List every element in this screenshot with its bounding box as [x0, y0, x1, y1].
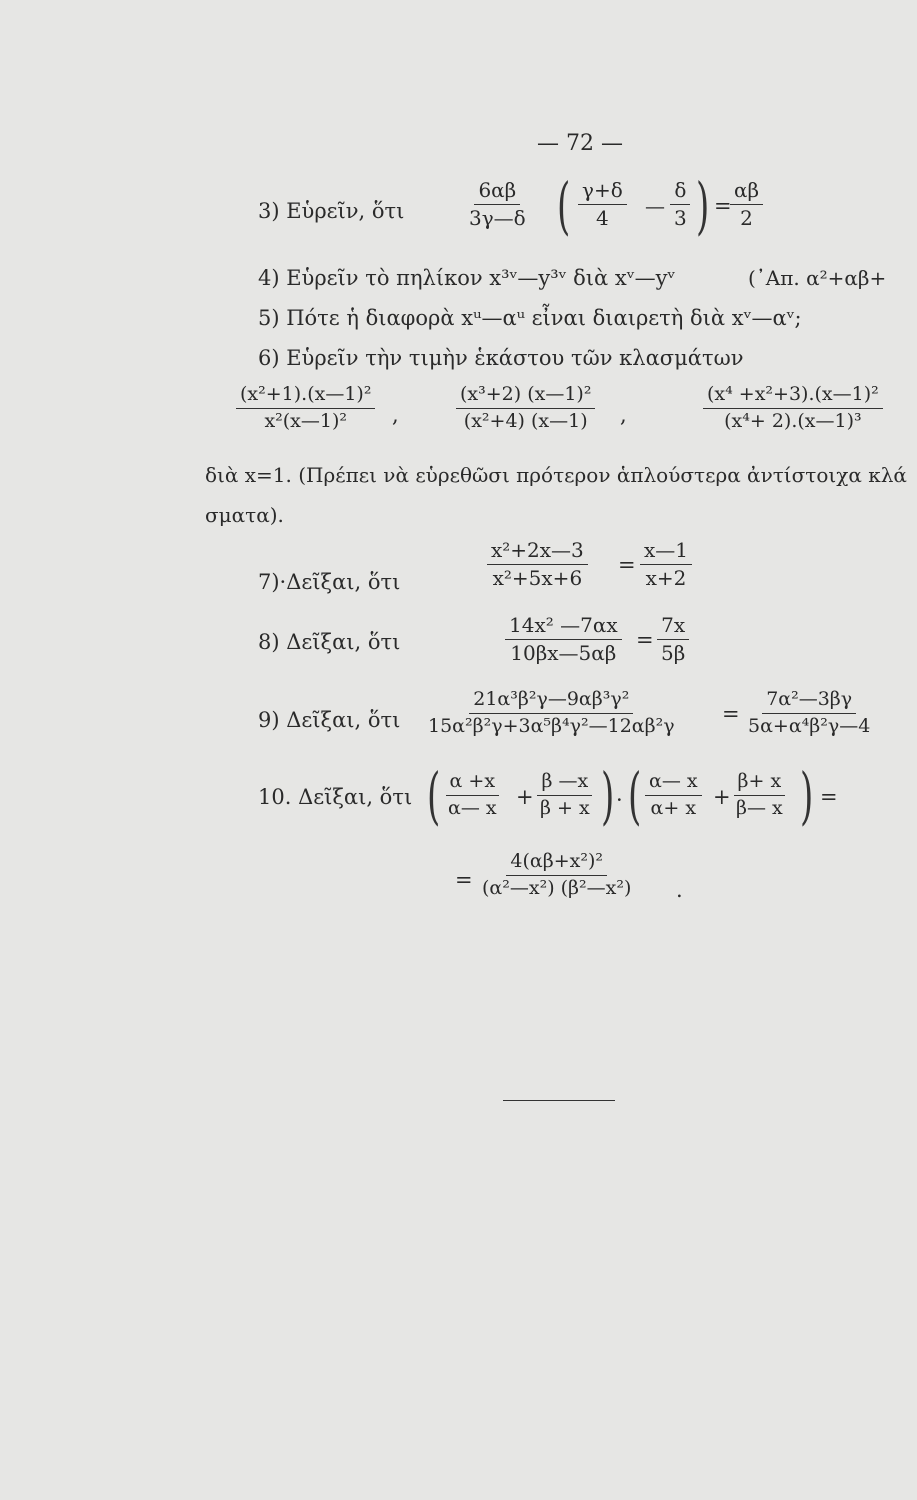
open-paren: (: [427, 759, 441, 832]
fraction-numerator: (x²+1).(x—1)²: [236, 385, 375, 409]
fraction-numerator: 4(αβ+x²)²: [506, 852, 607, 876]
fraction-numerator: β —x: [537, 772, 592, 796]
fraction-denominator: 5α+α⁴β²γ—4: [748, 714, 871, 737]
equals-sign: =: [820, 785, 838, 809]
fraction-denominator: 5β: [661, 641, 686, 665]
fraction-numerator: α +x: [446, 772, 500, 796]
problem-3-fraction-2: [578, 180, 627, 229]
problem-3-label: 3) Εὑρεῖν, ὅτι: [258, 199, 405, 223]
problem-8-label: 8) Δεῖξαι, ὅτι: [258, 630, 401, 654]
close-paren: ): [800, 759, 814, 832]
equals-sign: =: [636, 628, 654, 652]
problem-10-fraction-d: [732, 772, 787, 819]
equals-sign: =: [618, 553, 636, 577]
problem-4-answer: (᾽Απ. α²+αβ+: [748, 266, 887, 290]
fraction-numerator: 7x: [657, 615, 689, 640]
problem-8-lhs: [505, 615, 622, 664]
problem-6-continuation-2: σματα).: [205, 503, 284, 527]
fraction-numerator: β+ x: [734, 772, 786, 796]
fraction-denominator: x²+5x+6: [492, 566, 583, 590]
fraction-numerator: 6αβ: [474, 180, 520, 205]
closing-rule: [503, 1100, 615, 1101]
problem-6-fraction-3: [703, 385, 883, 432]
problem-9-rhs: [744, 690, 874, 737]
problem-3-fraction-3: [670, 180, 691, 229]
fraction-denominator: α— x: [448, 796, 497, 819]
problem-7-rhs: [640, 540, 692, 589]
problem-8-rhs: [657, 615, 689, 664]
problem-7-lhs: [487, 540, 588, 589]
fraction-denominator: β— x: [736, 796, 783, 819]
open-paren: (: [628, 759, 642, 832]
plus-sign: +: [516, 785, 534, 809]
problem-5-text: 5) Πότε ἡ διαφορὰ xᵘ—αᵘ εἶναι διαιρετὴ διὰ xᵛ—αᵛ;: [258, 306, 802, 330]
fraction-denominator: x+2: [645, 566, 687, 590]
fraction-numerator: (x⁴ +x²+3).(x—1)²: [703, 385, 883, 409]
problem-9-lhs: [424, 690, 679, 737]
fraction-denominator: (x²+4) (x—1): [463, 409, 588, 432]
multiplication-dot: ·: [616, 788, 623, 812]
problem-7-label: 7)·Δεῖξαι, ὅτι: [258, 570, 401, 594]
problem-6-fraction-2: [456, 385, 595, 432]
problem-10-fraction-a: [444, 772, 501, 819]
fraction-denominator: 4: [596, 206, 609, 230]
fraction-denominator: 15α²β²γ+3α⁵β⁴γ²—12αβ²γ: [428, 714, 675, 737]
problem-10-fraction-c: [645, 772, 702, 819]
problem-10-fraction-b: [536, 772, 594, 819]
comma: ,: [620, 403, 627, 427]
problem-6-fraction-1: [236, 385, 375, 432]
fraction-numerator: δ: [670, 180, 690, 205]
fraction-denominator: x²(x—1)²: [264, 409, 348, 432]
fraction-denominator: β + x: [540, 796, 590, 819]
equals-sign: =: [455, 868, 473, 892]
fraction-denominator: 2: [740, 206, 753, 230]
plus-sign: +: [713, 785, 731, 809]
comma: ,: [392, 403, 399, 427]
problem-9-label: 9) Δεῖξαι, ὅτι: [258, 708, 401, 732]
problem-10-result: [478, 852, 635, 899]
problem-4-text: 4) Εὑρεῖν τὸ πηλίκον x³ᵛ—y³ᵛ διὰ xᵛ—yᵛ: [258, 266, 676, 290]
fraction-numerator: 7α²—3βγ: [762, 690, 856, 714]
fraction-numerator: x²+2x—3: [487, 540, 588, 565]
fraction-numerator: (x³+2) (x—1)²: [456, 385, 595, 409]
period: .: [676, 878, 683, 902]
minus-sign: —: [645, 194, 665, 218]
fraction-numerator: 21α³β²γ—9αβ³γ²: [469, 690, 633, 714]
problem-6-text: 6) Εὑρεῖν τὴν τιμὴν ἑκάστου τῶν κλασμάτων: [258, 346, 744, 370]
close-paren: ): [696, 169, 710, 242]
fraction-numerator: α— x: [645, 772, 702, 796]
problem-3-fraction-1: [465, 180, 530, 229]
fraction-denominator: 3γ—δ: [469, 206, 526, 230]
fraction-numerator: x—1: [640, 540, 692, 565]
fraction-numerator: γ+δ: [578, 180, 627, 205]
fraction-denominator: 3: [674, 206, 687, 230]
fraction-numerator: 14x² —7αx: [505, 615, 622, 640]
close-paren: ): [601, 759, 615, 832]
fraction-denominator: (α²—x²) (β²—x²): [482, 876, 632, 899]
problem-3-fraction-4: [730, 180, 763, 229]
fraction-denominator: α+ x: [650, 796, 697, 819]
fraction-denominator: 10βx—5αβ: [510, 641, 617, 665]
fraction-numerator: αβ: [730, 180, 763, 205]
problem-10-label: 10. Δεῖξαι, ὅτι: [258, 785, 413, 809]
open-paren: (: [557, 169, 571, 242]
equals-sign: =: [714, 194, 732, 218]
equals-sign: =: [722, 702, 740, 726]
page-number: — 72 —: [537, 131, 623, 156]
problem-6-continuation: διὰ x=1. (Πρέπει νὰ εὑρεθῶσι πρότερον ἁπλούστερα ἀντίστοιχα κλά: [205, 463, 907, 487]
fraction-denominator: (x⁴+ 2).(x—1)³: [724, 409, 862, 432]
